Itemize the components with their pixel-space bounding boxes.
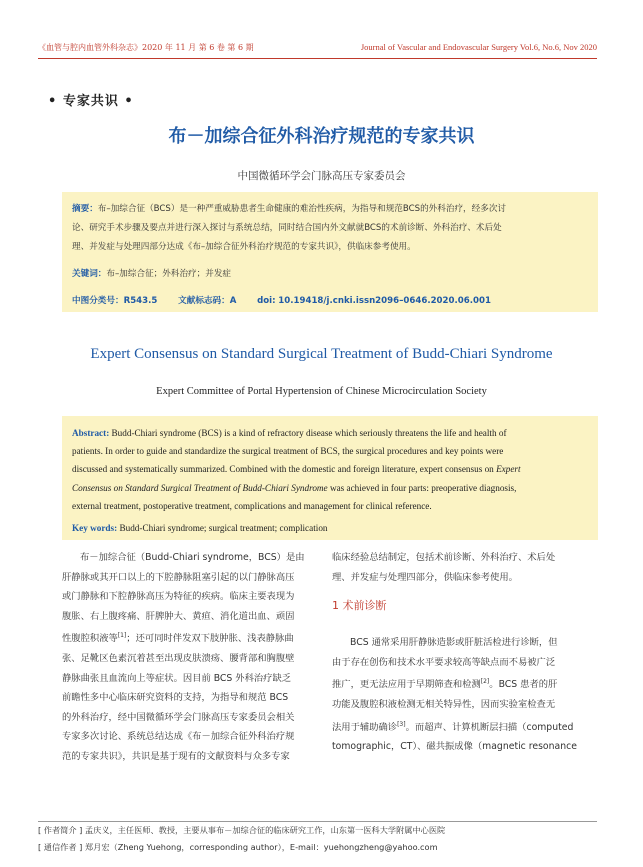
chinese-abstract-box [62, 192, 598, 312]
clc-value: R543.5 [123, 296, 158, 306]
clc-label: 中图分类号： [72, 296, 124, 306]
doi-label: doi: [257, 296, 276, 306]
section-heading: 1 术前诊断 [332, 599, 387, 613]
body-text-line: 临床经验总结制定，包括术前诊断、外科治疗、术后处 [332, 552, 556, 563]
body-text-line: 专家多次讨论、系统总结达成《布－加综合征外科治疗规 [62, 731, 295, 743]
keywords-label: 关键词： [72, 269, 107, 279]
body-text-line: 范的专家共识》，共识是基于现有的文献资料与众多专家 [62, 751, 290, 763]
keywords-line [72, 265, 588, 284]
body-text-line: 功能及腹腔积液检测无相关特异性，因而实验室检查无 [332, 699, 556, 711]
english-abstract-box [62, 416, 598, 540]
en-abstract-line [72, 424, 588, 442]
english-title: Expert Consensus on Standard Surgical Treatment of Budd-Chiari Syndrome [90, 346, 553, 362]
en-keywords-label: Key words: [72, 523, 118, 534]
body-text-line: 腹胀、右上腹疼痛、肝脾肿大、黄疸、消化道出血、顽固 [62, 610, 295, 622]
journal-header-en: Journal of Vascular and Endovascular Surgery Vol.6, No.6, Nov 2020 [360, 42, 597, 52]
chinese-author: 中国微循环学会门脉高压专家委员会 [237, 170, 406, 182]
en-abstract-label: Abstract: [72, 428, 110, 438]
body-text-line: 静脉曲张且血流向上等症状。因目前 BCS 外科治疗缺乏 [62, 672, 292, 684]
body-text-line: 或门静脉和下腔静脉高压为特征的疾病。临床主要表现为 [62, 591, 295, 603]
en-abstract-italic: Expert [496, 464, 521, 475]
body-text-line: 的外科治疗，经中国微循环学会门脉高压专家委员会相关 [62, 711, 295, 723]
body-text: 。BCS 患者的肝 [489, 679, 558, 691]
body-text: 法用于辅助确诊 [332, 721, 398, 733]
body-text: 性腹腔积液等 [62, 633, 118, 645]
abstract-text: 理、并发症与处理四部分达成《布–加综合征外科治疗规范的专家共识》，供临床参考使用。 [72, 242, 416, 252]
body-text-line [332, 672, 594, 695]
journal-header-cn: 《血管与腔内血管外科杂志》2020 年 11 月 第 6 卷 第 6 期 [38, 43, 254, 52]
en-keywords-line [72, 519, 588, 537]
body-text: 推广，更无法应用于早期筛查和检测 [332, 679, 481, 691]
body-text: 。而超声、计算机断层扫描（computed [405, 721, 574, 733]
body-text-line: tomographic，CT）、磁共振成像（magnetic resonance [332, 741, 577, 753]
en-abstract-line [72, 479, 588, 497]
abstract-text: 论、研究手术步骤及要点并进行深入探讨与系统总结，同时结合国内外文献就BCS的术前诊断、外科治疗、术后处 [72, 223, 502, 233]
footer-divider [38, 821, 597, 822]
keywords-text: 布–加综合征；外科治疗；并发症 [106, 269, 232, 279]
en-abstract-text: was achieved in four parts: preoperative diagnosis, [329, 482, 517, 493]
en-abstract-line [72, 460, 588, 478]
body-right-column [332, 548, 594, 757]
header-divider [38, 58, 597, 59]
abstract-line [72, 200, 588, 219]
body-text-line [62, 626, 324, 649]
body-text-line: 理、并发症与处理四部分，供临床参考使用。 [332, 571, 518, 583]
classification-line [72, 292, 588, 311]
en-abstract-text: Budd-Chiari syndrome (BCS) is a kind of refractory disease which seriously threatens the life and health of [111, 428, 507, 438]
body-text-line [332, 715, 594, 738]
body-text: ；还可同时伴发双下肢肿胀、浅表静脉曲 [126, 633, 294, 645]
en-abstract-text: discussed and systematically summarized. Combined with the domestic and foreign literature, expert consensus on [72, 464, 494, 475]
doc-code-value: A [229, 296, 237, 306]
abstract-label: 摘要： [72, 204, 98, 214]
citation-ref[interactable]: [2] [480, 678, 490, 686]
body-text-line: 布－加综合征（Budd-Chiari syndrome，BCS）是由 [80, 552, 305, 563]
citation-ref[interactable]: [1] [117, 632, 127, 640]
author-bio: [ 作者简介 ] 孟庆义，主任医师、教授，主要从事布－加综合征的临床研究工作，山东第一医科大学附属中心医院 [38, 825, 446, 835]
corresponding-author: [ 通信作者 ] 郑月宏（Zheng Yuehong，corresponding author），E-mail：yuehongzheng@yahoo.com [38, 842, 438, 852]
body-text-line: 张、足靴区色素沉着甚至出现皮肤溃疡、腰背部和胸腹壁 [62, 653, 295, 665]
body-text-line: 肝静脉或其开口以上的下腔静脉阻塞引起的以门静脉高压 [62, 571, 295, 583]
body-text-line: 由于存在创伤和技术水平要求较高等缺点而不易被广泛 [332, 656, 556, 668]
en-abstract-text: external treatment, postoperative treatment, complications and management for clinical reference. [72, 500, 432, 511]
en-abstract-text: patients. In order to guide and standardize the surgical treatment of BCS, the surgical procedures and key points were [72, 446, 504, 457]
body-text-line: 前瞻性多中心临床研究资料的支持，为指导和规范 BCS [62, 692, 289, 704]
english-author: Expert Committee of Portal Hypertension of Chinese Microcirculation Society [156, 386, 487, 397]
section-tag: • 专家共识 • [48, 94, 134, 109]
en-keywords-text: Budd-Chiari syndrome; surgical treatment; complication [119, 523, 328, 534]
doi-value[interactable]: 10.19418/j.cnki.issn2096–0646.2020.06.001 [278, 296, 491, 306]
doc-code-label: 文献标志码： [178, 296, 230, 306]
citation-ref[interactable]: [3] [397, 720, 406, 728]
abstract-text: 布–加综合征（BCS）是一种严重威胁患者生命健康的难治性疾病，为指导和规范BCS的外科治疗，经多次讨 [97, 204, 507, 214]
body-text-line: BCS 通常采用肝静脉造影或肝脏活检进行诊断，但 [350, 637, 558, 649]
chinese-title: 布－加综合征外科治疗规范的专家共识 [168, 126, 475, 147]
body-left-column [62, 548, 324, 767]
en-abstract-italic: Consensus on Standard Surgical Treatment of Budd-Chiari Syndrome [72, 482, 328, 493]
